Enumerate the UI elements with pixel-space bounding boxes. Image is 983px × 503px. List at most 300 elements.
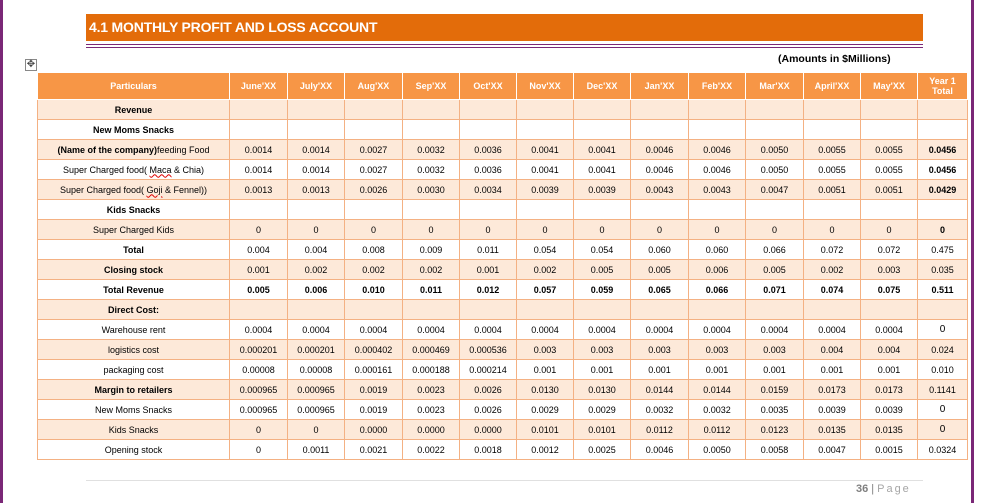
table-cell: 0.003 xyxy=(861,260,918,280)
table-cell: 0.0046 xyxy=(631,160,689,180)
table-cell: 0.004 xyxy=(288,240,345,260)
table-cell: 0.003 xyxy=(631,340,689,360)
table-cell: 0.001 xyxy=(689,360,746,380)
table-cell xyxy=(689,100,746,120)
table-cell xyxy=(746,100,804,120)
table-cell: 0 xyxy=(288,420,345,440)
table-cell: 0.0014 xyxy=(230,160,288,180)
table-cell: 0.011 xyxy=(403,280,460,300)
table-cell: 0.0004 xyxy=(631,320,689,340)
table-row xyxy=(38,320,968,340)
table-cell: 0.0014 xyxy=(288,140,345,160)
table-row xyxy=(38,400,968,420)
table-cell: 0.0027 xyxy=(345,140,403,160)
table-cell: 0.0004 xyxy=(804,320,861,340)
footer-rule xyxy=(86,480,923,481)
table-row xyxy=(38,140,968,160)
table-cell: 0.0019 xyxy=(345,400,403,420)
table-cell: 0.0032 xyxy=(403,160,460,180)
table-cell: 0.001 xyxy=(460,260,517,280)
table-cell: 0.000161 xyxy=(345,360,403,380)
table-cell: 0.0043 xyxy=(631,180,689,200)
table-cell xyxy=(288,100,345,120)
table-cell: 0.0159 xyxy=(746,380,804,400)
table-cell: 0 xyxy=(517,220,574,240)
table-cell: 0.0456 xyxy=(918,160,968,180)
table-cell: 0.0023 xyxy=(403,400,460,420)
page-border-right xyxy=(971,0,974,503)
table-cell: 0.003 xyxy=(689,340,746,360)
table-row xyxy=(38,100,968,120)
section-heading: 4.1 MONTHLY PROFIT AND LOSS ACCOUNT xyxy=(89,19,378,35)
row-label: packaging cost xyxy=(38,360,230,380)
table-cell: 0.1141 xyxy=(918,380,968,400)
table-cell: 0.065 xyxy=(631,280,689,300)
row-label xyxy=(38,140,230,160)
table-cell: 0.008 xyxy=(345,240,403,260)
table-cell: 0.0144 xyxy=(689,380,746,400)
table-header-row xyxy=(38,73,968,100)
table-cell: 0.002 xyxy=(403,260,460,280)
table-cell: 0.000965 xyxy=(230,380,288,400)
table-cell: 0.072 xyxy=(804,240,861,260)
heading-rule xyxy=(86,47,923,48)
table-cell: 0.000201 xyxy=(288,340,345,360)
table-cell: 0.057 xyxy=(517,280,574,300)
table-cell: 0 xyxy=(861,220,918,240)
table-cell: 0.0022 xyxy=(403,440,460,460)
table-cell xyxy=(689,120,746,140)
table-cell: 0.0058 xyxy=(746,440,804,460)
table-cell: 0.001 xyxy=(861,360,918,380)
table-cell xyxy=(288,200,345,220)
table-cell xyxy=(403,300,460,320)
table-cell: 0.009 xyxy=(403,240,460,260)
table-cell: 0 xyxy=(918,400,968,420)
table-cell: 0.0014 xyxy=(230,140,288,160)
table-cell: 0.004 xyxy=(861,340,918,360)
table-cell: 0.060 xyxy=(689,240,746,260)
table-row xyxy=(38,240,968,260)
page-separator: | xyxy=(871,483,875,495)
table-cell: 0 xyxy=(403,220,460,240)
row-label: Kids Snacks xyxy=(38,420,230,440)
table-cell xyxy=(345,120,403,140)
table-row xyxy=(38,180,968,200)
table-cell: 0 xyxy=(230,440,288,460)
table-cell: 0 xyxy=(574,220,631,240)
table-cell: 0.0041 xyxy=(517,160,574,180)
table-row xyxy=(38,380,968,400)
table-cell: 0.0055 xyxy=(861,140,918,160)
table-cell: 0.0046 xyxy=(689,140,746,160)
table-cell xyxy=(861,100,918,120)
table-cell: 0.0000 xyxy=(460,420,517,440)
table-cell: 0.001 xyxy=(746,360,804,380)
table-cell xyxy=(460,120,517,140)
row-label-part: Super Charged food( xyxy=(62,164,150,175)
table-cell: 0.000188 xyxy=(403,360,460,380)
table-cell: 0.0043 xyxy=(689,180,746,200)
table-cell: 0.071 xyxy=(746,280,804,300)
table-cell: 0.0013 xyxy=(288,180,345,200)
header-month: April'XX xyxy=(804,73,861,100)
table-cell xyxy=(517,120,574,140)
row-label: Margin to retailers xyxy=(38,380,230,400)
table-cell: 0.075 xyxy=(861,280,918,300)
table-cell: 0.0026 xyxy=(460,380,517,400)
table-cell xyxy=(631,200,689,220)
table-cell: 0.002 xyxy=(288,260,345,280)
table-cell xyxy=(746,120,804,140)
table-cell: 0.012 xyxy=(460,280,517,300)
header-month: Jan'XX xyxy=(631,73,689,100)
table-cell: 0.000536 xyxy=(460,340,517,360)
table-cell: 0.0018 xyxy=(460,440,517,460)
table-cell: 0.0000 xyxy=(345,420,403,440)
table-row xyxy=(38,120,968,140)
table-cell: 0.0032 xyxy=(631,400,689,420)
table-cell: 0.0036 xyxy=(460,140,517,160)
table-cell: 0.059 xyxy=(574,280,631,300)
table-cell: 0.0014 xyxy=(288,160,345,180)
table-cell xyxy=(861,300,918,320)
table-cell xyxy=(345,200,403,220)
table-cell: 0.003 xyxy=(574,340,631,360)
table-cell xyxy=(631,120,689,140)
header-month: Feb'XX xyxy=(689,73,746,100)
table-cell: 0.0135 xyxy=(804,420,861,440)
table-cell xyxy=(574,200,631,220)
table-cell: 0.0101 xyxy=(517,420,574,440)
table-cell: 0.0004 xyxy=(517,320,574,340)
table-cell: 0.0135 xyxy=(861,420,918,440)
table-cell: 0.0004 xyxy=(746,320,804,340)
table-cell: 0.0429 xyxy=(918,180,968,200)
table-cell: 0.0047 xyxy=(746,180,804,200)
table-cell: 0.0004 xyxy=(861,320,918,340)
table-cell: 0 xyxy=(804,220,861,240)
table-cell: 0.005 xyxy=(746,260,804,280)
table-cell xyxy=(804,200,861,220)
table-row xyxy=(38,340,968,360)
table-cell: 0.001 xyxy=(804,360,861,380)
table-row xyxy=(38,160,968,180)
table-cell xyxy=(918,100,968,120)
table-cell: 0.001 xyxy=(517,360,574,380)
table-cell: 0.005 xyxy=(230,280,288,300)
table-cell: 0.0173 xyxy=(804,380,861,400)
table-cell: 0.511 xyxy=(918,280,968,300)
table-cell: 0.0051 xyxy=(804,180,861,200)
table-cell: 0.0030 xyxy=(403,180,460,200)
table-cell: 0.060 xyxy=(631,240,689,260)
table-cell: 0.006 xyxy=(288,280,345,300)
table-cell: 0 xyxy=(631,220,689,240)
table-cell: 0.054 xyxy=(517,240,574,260)
table-cell: 0.0004 xyxy=(288,320,345,340)
table-cell: 0.001 xyxy=(631,360,689,380)
table-cell: 0.00008 xyxy=(288,360,345,380)
table-cell: 0.0055 xyxy=(804,160,861,180)
table-cell: 0 xyxy=(689,220,746,240)
table-cell xyxy=(460,200,517,220)
table-cell xyxy=(288,300,345,320)
table-cell xyxy=(403,100,460,120)
page-word: Page xyxy=(877,483,911,495)
table-cell xyxy=(517,200,574,220)
table-cell: 0.003 xyxy=(746,340,804,360)
table-cell: 0.0046 xyxy=(689,160,746,180)
table-row xyxy=(38,300,968,320)
header-month: June'XX xyxy=(230,73,288,100)
row-label: Direct Cost: xyxy=(38,300,230,320)
header-month: Year 1 Total xyxy=(918,73,968,100)
page-border-left xyxy=(0,0,3,503)
table-cell: 0.0130 xyxy=(517,380,574,400)
table-cell xyxy=(631,100,689,120)
table-cell xyxy=(517,300,574,320)
table-cell: 0.0101 xyxy=(574,420,631,440)
table-cell: 0.0041 xyxy=(517,140,574,160)
row-label-part: & Fennel)) xyxy=(162,184,208,195)
row-label: New Moms Snacks xyxy=(38,400,230,420)
table-cell: 0 xyxy=(230,420,288,440)
table-cell xyxy=(460,300,517,320)
header-month: May'XX xyxy=(861,73,918,100)
table-cell: 0.0456 xyxy=(918,140,968,160)
table-cell: 0.003 xyxy=(517,340,574,360)
table-cell xyxy=(460,100,517,120)
table-cell: 0.0012 xyxy=(517,440,574,460)
table-cell: 0 xyxy=(918,320,968,340)
row-label: Total Revenue xyxy=(38,280,230,300)
table-cell: 0.0130 xyxy=(574,380,631,400)
table-move-handle-icon[interactable]: ✥ xyxy=(26,59,36,70)
table-cell: 0.010 xyxy=(918,360,968,380)
table-cell: 0.0027 xyxy=(345,160,403,180)
row-label: Super Charged Kids xyxy=(38,220,230,240)
table-cell: 0.0055 xyxy=(804,140,861,160)
table-cell xyxy=(746,200,804,220)
table-cell: 0 xyxy=(288,220,345,240)
profit-loss-table xyxy=(37,72,968,460)
table-cell: 0.0004 xyxy=(403,320,460,340)
heading-rule xyxy=(86,44,923,45)
table-cell: 0.000402 xyxy=(345,340,403,360)
table-cell: 0.000965 xyxy=(230,400,288,420)
table-cell: 0.000965 xyxy=(288,400,345,420)
table-cell xyxy=(804,100,861,120)
table-cell: 0.024 xyxy=(918,340,968,360)
table-cell: 0.0032 xyxy=(689,400,746,420)
row-label xyxy=(38,160,230,180)
table-cell: 0.066 xyxy=(689,280,746,300)
table-cell: 0.0004 xyxy=(460,320,517,340)
table-cell: 0.001 xyxy=(574,360,631,380)
table-cell xyxy=(345,100,403,120)
table-cell: 0.0021 xyxy=(345,440,403,460)
table-cell: 0.010 xyxy=(345,280,403,300)
table-cell xyxy=(574,100,631,120)
table-cell: 0.0019 xyxy=(345,380,403,400)
table-cell: 0.066 xyxy=(746,240,804,260)
header-month: Oct'XX xyxy=(460,73,517,100)
table-cell: 0.072 xyxy=(861,240,918,260)
table-row xyxy=(38,260,968,280)
table-cell: 0.00008 xyxy=(230,360,288,380)
row-label-part: & Chia) xyxy=(171,164,205,175)
table-cell xyxy=(403,120,460,140)
header-month: Aug'XX xyxy=(345,73,403,100)
page-number-value: 36 xyxy=(856,483,869,495)
header-particulars: Particulars xyxy=(38,73,230,100)
table-cell xyxy=(746,300,804,320)
table-cell: 0 xyxy=(746,220,804,240)
table-cell: 0 xyxy=(918,220,968,240)
row-label: Total xyxy=(38,240,230,260)
page-number xyxy=(856,483,911,495)
table-cell xyxy=(918,200,968,220)
table-cell: 0.0035 xyxy=(746,400,804,420)
row-label xyxy=(38,180,230,200)
table-cell: 0.005 xyxy=(574,260,631,280)
table-cell: 0.0011 xyxy=(288,440,345,460)
table-cell: 0.0023 xyxy=(403,380,460,400)
table-cell: 0.0050 xyxy=(689,440,746,460)
table-cell xyxy=(804,120,861,140)
table-cell: 0.0004 xyxy=(345,320,403,340)
table-cell: 0.002 xyxy=(345,260,403,280)
table-row xyxy=(38,280,968,300)
table-cell: 0.0000 xyxy=(403,420,460,440)
table-cell: 0.005 xyxy=(631,260,689,280)
table-row xyxy=(38,440,968,460)
table-cell: 0.035 xyxy=(918,260,968,280)
table-cell: 0.0039 xyxy=(861,400,918,420)
table-cell: 0.0039 xyxy=(804,400,861,420)
table-cell xyxy=(403,200,460,220)
table-cell: 0.074 xyxy=(804,280,861,300)
table-cell: 0.002 xyxy=(804,260,861,280)
table-cell xyxy=(517,100,574,120)
table-cell: 0.004 xyxy=(804,340,861,360)
row-label: Warehouse rent xyxy=(38,320,230,340)
table-cell: 0.0025 xyxy=(574,440,631,460)
spellcheck-word: Maca xyxy=(149,164,172,175)
table-cell: 0.0046 xyxy=(631,140,689,160)
table-cell: 0.0004 xyxy=(230,320,288,340)
header-month: Mar'XX xyxy=(746,73,804,100)
table-cell: 0.006 xyxy=(689,260,746,280)
header-month: July'XX xyxy=(288,73,345,100)
table-cell: 0.0123 xyxy=(746,420,804,440)
table-cell xyxy=(230,200,288,220)
table-cell xyxy=(288,120,345,140)
spellcheck-word: Goji xyxy=(146,184,163,195)
table-cell: 0.000469 xyxy=(403,340,460,360)
table-cell: 0.0173 xyxy=(861,380,918,400)
table-cell xyxy=(574,120,631,140)
table-cell: 0.0026 xyxy=(460,400,517,420)
table-cell: 0.0013 xyxy=(230,180,288,200)
row-label: Revenue xyxy=(38,100,230,120)
table-cell: 0.0112 xyxy=(631,420,689,440)
table-cell xyxy=(230,120,288,140)
table-cell xyxy=(804,300,861,320)
table-row xyxy=(38,360,968,380)
table-cell: 0.0144 xyxy=(631,380,689,400)
table-cell: 0.0015 xyxy=(861,440,918,460)
table-cell xyxy=(689,200,746,220)
header-month: Dec'XX xyxy=(574,73,631,100)
table-cell xyxy=(918,300,968,320)
row-label-bold: (Name of the company) xyxy=(57,144,157,155)
table-cell: 0.0324 xyxy=(918,440,968,460)
table-cell: 0.0050 xyxy=(746,140,804,160)
header-month: Nov'XX xyxy=(517,73,574,100)
table-cell xyxy=(631,300,689,320)
table-cell xyxy=(861,120,918,140)
table-cell: 0.0004 xyxy=(689,320,746,340)
table-cell: 0.000965 xyxy=(288,380,345,400)
table-cell xyxy=(574,300,631,320)
table-row xyxy=(38,200,968,220)
row-label: Kids Snacks xyxy=(38,200,230,220)
table-cell: 0 xyxy=(460,220,517,240)
table-cell xyxy=(861,200,918,220)
table-cell: 0 xyxy=(230,220,288,240)
table-cell: 0 xyxy=(345,220,403,240)
table-cell: 0.0046 xyxy=(631,440,689,460)
row-label: New Moms Snacks xyxy=(38,120,230,140)
table-cell: 0.475 xyxy=(918,240,968,260)
table-cell xyxy=(689,300,746,320)
table-cell: 0.011 xyxy=(460,240,517,260)
table-cell: 0.0051 xyxy=(861,180,918,200)
table-cell: 0.0041 xyxy=(574,140,631,160)
table-cell: 0.0036 xyxy=(460,160,517,180)
table-cell: 0.0032 xyxy=(403,140,460,160)
table-cell: 0.0026 xyxy=(345,180,403,200)
table-cell: 0.054 xyxy=(574,240,631,260)
table-cell: 0.0029 xyxy=(574,400,631,420)
row-label: logistics cost xyxy=(38,340,230,360)
table-cell xyxy=(230,100,288,120)
table-row xyxy=(38,220,968,240)
table-cell: 0.000201 xyxy=(230,340,288,360)
table-cell: 0.004 xyxy=(230,240,288,260)
table-cell xyxy=(345,300,403,320)
table-cell: 0.0039 xyxy=(517,180,574,200)
table-cell: 0.0034 xyxy=(460,180,517,200)
table-row xyxy=(38,420,968,440)
table-cell: 0 xyxy=(918,420,968,440)
table-cell xyxy=(918,120,968,140)
row-label: Opening stock xyxy=(38,440,230,460)
table-cell: 0.0055 xyxy=(861,160,918,180)
header-month: Sep'XX xyxy=(403,73,460,100)
table-cell: 0.000214 xyxy=(460,360,517,380)
table-cell: 0.002 xyxy=(517,260,574,280)
table-cell: 0.0004 xyxy=(574,320,631,340)
amounts-note: (Amounts in $Millions) xyxy=(778,53,891,65)
table-cell: 0.0029 xyxy=(517,400,574,420)
row-label: Closing stock xyxy=(38,260,230,280)
table-cell xyxy=(230,300,288,320)
table-cell: 0.0050 xyxy=(746,160,804,180)
table-cell: 0.0039 xyxy=(574,180,631,200)
